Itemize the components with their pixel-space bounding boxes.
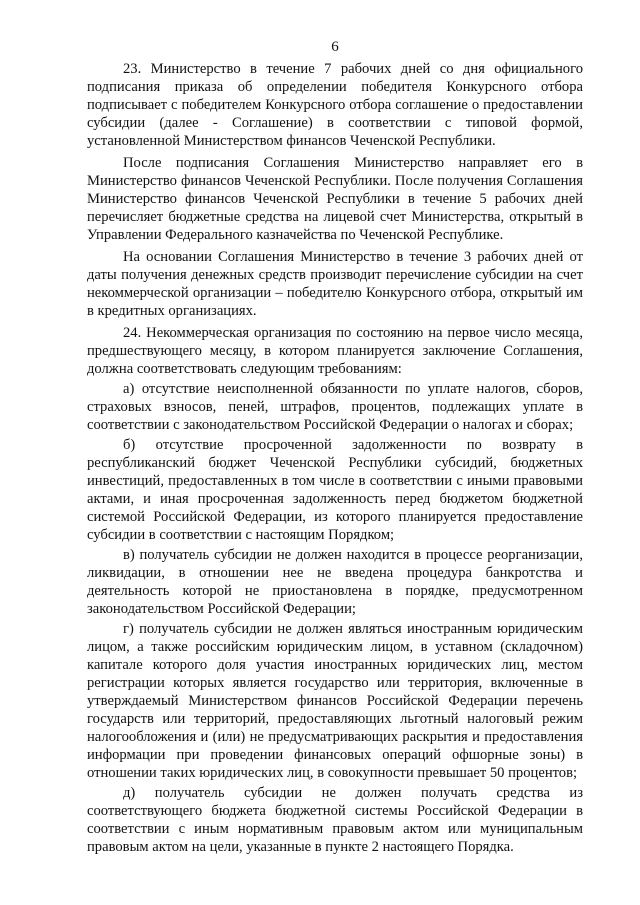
requirement-b: б) отсутствие просроченной задолженности по возврату в республиканский бюджет Чеченской Республики субсидий, бюджетных инвестиций, предоставленных в том числе в соответствии с иными правовыми актами, и иная просроченная задолженность перед бюджетом бюджетной системой Российской Федерации, из которого планируется предоставление субсидии в соответствии с настоящим Порядком;	[87, 437, 583, 543]
requirement-v: в) получатель субсидии не должен находится в процессе реорганизации, ликвидации, в отношении нее не введена процедура банкротства и деятельность которой не приостановлена в порядке, предусмотренном законодательством Российской Федерации;	[87, 547, 583, 617]
paragraph-subsidy-transfer: На основании Соглашения Министерство в течение 3 рабочих дней от даты получения денежных средств производит перечисление субсидии на счет некоммерческой организации – победителю Конкурсного отбора, открытый им в кредитных организациях.	[87, 249, 583, 319]
requirement-d: д) получатель субсидии не должен получать средства из соответствующего бюджета бюджетной системы Российской Федерации в соответствии с иным нормативным правовым актом или муниципальным правовым актом на цели, указанные в пункте 2 настоящего Порядка.	[87, 785, 583, 855]
requirement-a: а) отсутствие неисполненной обязанности по уплате налогов, сборов, страховых взносов, пеней, штрафов, процентов, подлежащих уплате в соответствии с законодательством Российской Федерации о налогах и сборах;	[87, 381, 583, 433]
document-page	[87, 38, 583, 858]
paragraph-23: 23. Министерство в течение 7 рабочих дней со дня официального подписания приказа об определении победителя Конкурсного отбора подписывает с победителем Конкурсного отбора соглашение о предоставлении субсидии (далее - Соглашение) в соответствии с типовой формой, установленной Министерством финансов Чеченской Республики.	[87, 61, 583, 149]
paragraph-24: 24. Некоммерческая организация по состоянию на первое число месяца, предшествующего месяцу, в котором планируется заключение Соглашения, должна соответствовать следующим требованиям:	[87, 325, 583, 377]
paragraph-agreement-signing: После подписания Соглашения Министерство направляет его в Министерство финансов Чеченской Республики. После получения Соглашения Министерство финансов Чеченской Республики в течение 5 рабочих дней перечисляет бюджетные средства на лицевой счет Министерства, открытый в Управлении Федерального казначейства по Чеченской Республике.	[87, 155, 583, 243]
requirement-g: г) получатель субсидии не должен являться иностранным юридическим лицом, а также российским юридическим лицом, в уставном (складочном) капитале которого доля участия иностранных юридических лиц, местом регистрации которых является государство или территория, включенные в утверждаемый Министерством финансов Российской Федерации перечень государств или территорий, предоставляющих льготный налоговый режим налогообложения и (или) не предусматривающих раскрытия и предоставления информации при проведении финансовых операций офшорные зоны) в отношении таких юридических лиц, в совокупности превышает 50 процентов;	[87, 621, 583, 781]
page-number: 6	[331, 39, 339, 55]
